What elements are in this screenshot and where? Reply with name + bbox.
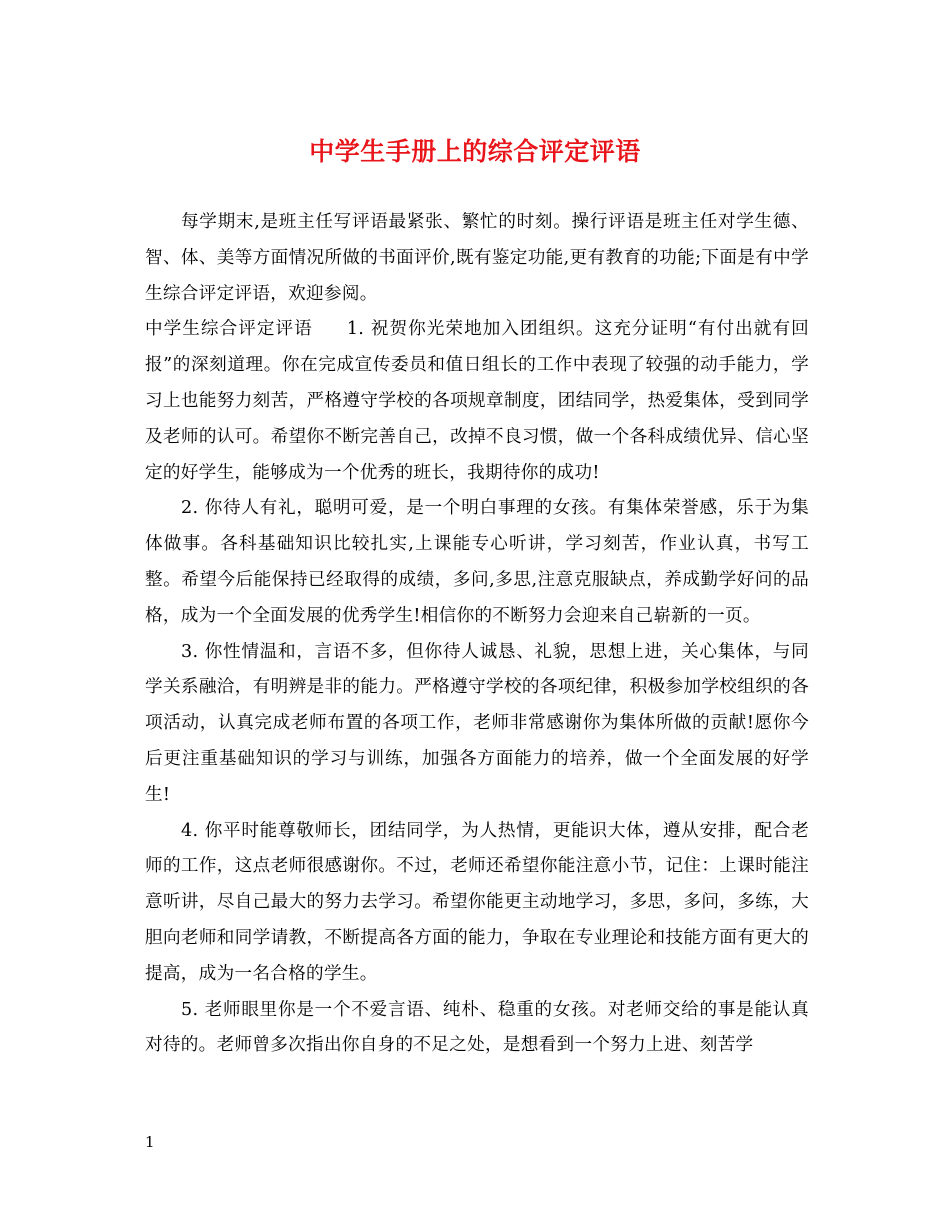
comment-item-4: 4. 你平时能尊敬师长，团结同学，为人热情，更能识大体，遵从安排，配合老师的工作，这点老师很感谢你。不过，老师还希望你能注意小节，记住：上课时能注意听讲，尽自己最大的努力去学习。希望你能更主动地学习，多思，多问，多练，大胆向老师和同学请教，不断提高各方面的能力，争取在专业理论和技能方面有更大的提高，成为一名合格的学生。: [145, 820, 809, 984]
comment-item-3: 3. 你性情温和，言语不多，但你待人诚恳、礼貌，思想上进，关心集体，与同学关系融洽，有明辨是非的能力。严格遵守学校的各项纪律，积极参加学校组织的各项活动，认真完成老师布置的各项工作，老师非常感谢你为集体所做的贡献!愿你今后更注重基础知识的学习与训练，加强各方面能力的培养，做一个全面发展的好学生!: [145, 641, 809, 805]
first-comment-paragraph: [145, 312, 809, 491]
comment-item-2: 2. 你待人有礼，聪明可爱，是一个明白事理的女孩。有集体荣誉感，乐于为集体做事。各科基础知识比较扎实,上课能专心听讲，学习刻苦，作业认真，书写工整。希望今后能保持已经取得的成绩，多问,多思,注意克服缺点，养成勤学好问的品格，成为一个全面发展的优秀学生!相信你的不断努力会迎来自己崭新的一页。: [145, 498, 809, 626]
intro-paragraph: 每学期末,是班主任写评语最紧张、繁忙的时刻。操行评语是班主任对学生德、智、体、美等方面情况所做的书面评价,既有鉴定功能,更有教育的功能;下面是有中学生综合评定评语，欢迎参阅。: [145, 212, 809, 304]
document-body: [145, 205, 809, 1064]
section-label: 中学生综合评定评语: [145, 319, 313, 340]
comment-item-5: 5. 老师眼里你是一个不爱言语、纯朴、稳重的女孩。对老师交给的事是能认真对待的。老师曾多次指出你自身的不足之处，是想看到一个努力上进、刻苦学: [145, 999, 809, 1056]
page-title: 中学生手册上的综合评定评语: [309, 137, 641, 166]
comment-item-1: 1. 祝贺你光荣地加入团组织。这充分证明“有付出就有回报”的深刻道理。你在完成宣传委员和值日组长的工作中表现了较强的动手能力，学习上也能努力刻苦，严格遵守学校的各项规章制度，团结同学，热爱集体，受到同学及老师的认可。希望你不断完善自己，改掉不良习惯，做一个各科成绩优异、信心坚定的好学生，能够成为一个优秀的班长，我期待你的成功!: [145, 319, 809, 483]
page-number: 1: [145, 1133, 155, 1151]
